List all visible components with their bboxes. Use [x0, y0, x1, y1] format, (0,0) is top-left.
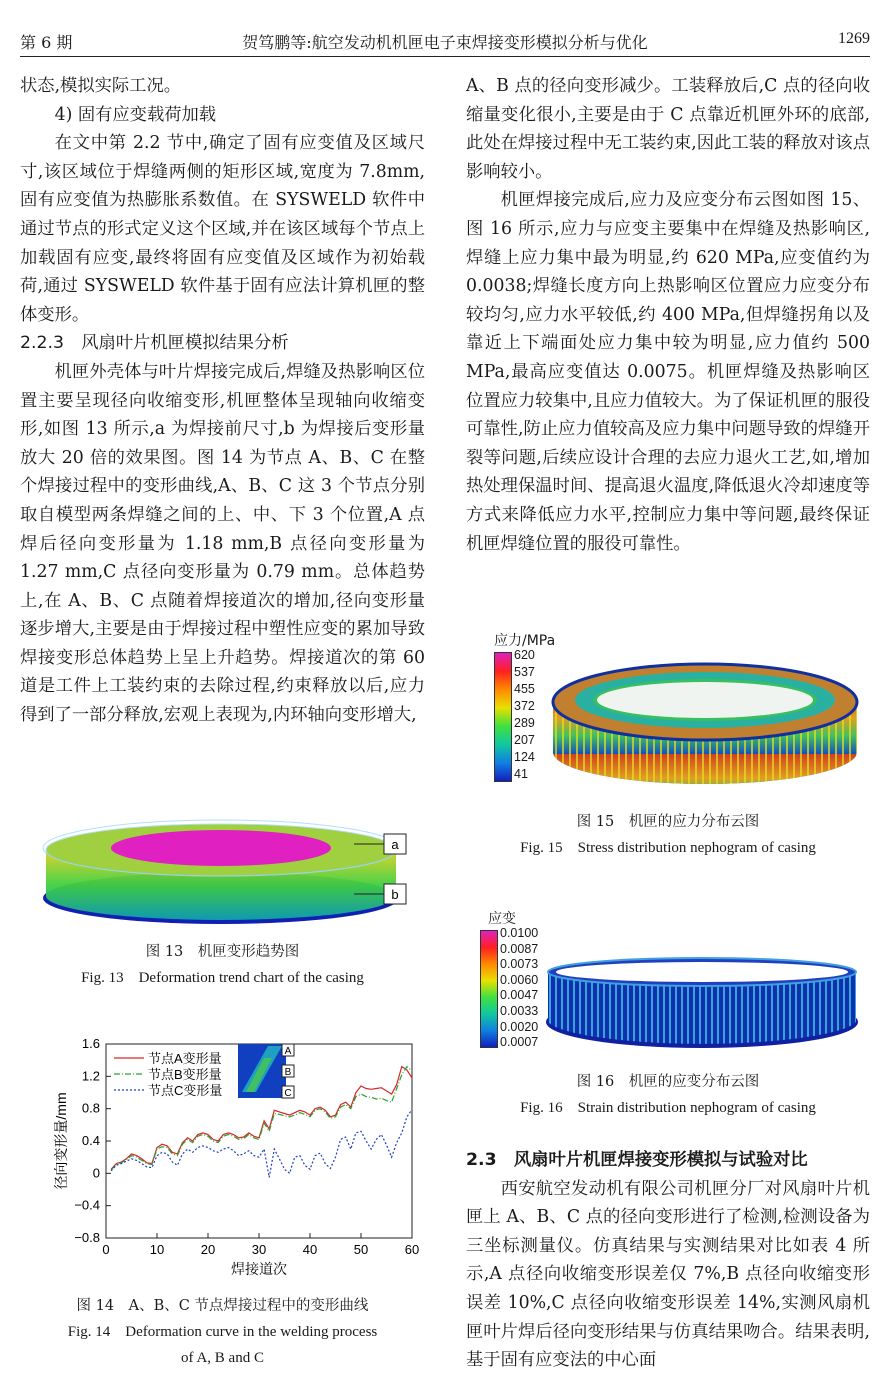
x-tick-label: 60	[404, 1242, 420, 1257]
header-rule	[20, 56, 870, 57]
section-2-3	[466, 1146, 870, 1375]
color-bar-label: 537	[514, 665, 535, 679]
figure-16-caption-en: Fig. 16 Strain distribution nephogram of casing	[520, 1100, 816, 1116]
figure-14-caption-en-line1: Fig. 14 Deformation curve in the welding process	[67, 1324, 378, 1340]
color-bar-label: 0.0007	[500, 1035, 539, 1050]
paragraph: A、B 点的径向变形减少。工装释放后,C 点的径向收缩量变化很小,主要是由于 C 点靠近机匣外环的底部,此处在焊接过程中无工装约束,因此工装的释放对该点影响较小。	[466, 76, 870, 182]
color-bar	[494, 652, 512, 782]
y-tick-label: 0.8	[81, 1100, 100, 1116]
color-bar-label: 0.0020	[500, 1019, 539, 1034]
paragraph: 机匣外壳体与叶片焊接完成后,焊缝及热影响区位置主要呈现径向收缩变形,机匣整体呈现轴向收缩变形,如图 13 所示,a 为焊接前尺寸,b 为焊接后变形量放大 20 倍的效果图。图 14 为节点 A、B、C 在整个焊接过程中的变形曲线,A、B、C 这 3 个节点分别取自模型两条焊缝之间的上、中、下 3 个位置,A 点焊后径向变形量为 1.18 mm,B 点径向变形量为 1.27 mm,C 点径向变形量为 0.79 mm。总体趋势上,在 A、B、C 点随着焊接道次的增加,径向变形量逐步增大,主要是由于焊接过程中塑性应变的累加导致焊接变形总体趋势上呈上升趋势。焊接道次的第 60 道是工件上工装约束的去除过程,约束释放以后,应力得到了一部分释放,宏观上表现为,内环轴向变形增大,	[20, 361, 425, 726]
section-heading: 2.3 风扇叶片机匣焊接变形模拟与试验对比	[466, 1150, 808, 1170]
inset-label-a: A	[284, 1046, 292, 1057]
y-tick-label: −0.4	[74, 1197, 100, 1213]
y-tick-label: 0	[92, 1165, 100, 1181]
color-bar-label: 372	[514, 699, 535, 713]
color-bar-label: 41	[514, 767, 528, 781]
x-tick-label: 0	[102, 1242, 110, 1257]
section-heading: 2.2.3 风扇叶片机匣模拟结果分析	[20, 333, 289, 354]
color-bar-label: 207	[514, 733, 535, 747]
legend-title: 应变	[488, 911, 516, 927]
color-bar-label: 124	[514, 750, 535, 764]
y-tick-label: 0.4	[81, 1133, 100, 1148]
paragraph: 状态,模拟实际工况。	[20, 76, 182, 96]
color-bar-label: 0.0073	[500, 957, 539, 972]
figure-13	[36, 818, 416, 928]
issue-number: 第 6 期	[20, 33, 73, 52]
legend-entry: 节点B变形量	[148, 1067, 222, 1082]
legend-entry: 节点C变形量	[148, 1083, 223, 1098]
label-b: b	[391, 887, 399, 902]
figure-14-caption-cn: 图 14 A、B、C 节点焊接过程中的变形曲线	[76, 1298, 369, 1314]
left-column	[20, 72, 425, 730]
color-bar-label: 0.0087	[500, 941, 539, 956]
subheading: 4) 固有应变载荷加载	[54, 104, 217, 125]
deformation-model	[36, 818, 416, 928]
color-bar-label: 620	[514, 648, 535, 662]
figure-15-caption-en: Fig. 15 Stress distribution nephogram of casing	[520, 840, 816, 856]
color-bar-label: 289	[514, 716, 535, 730]
color-bar-label: 0.0060	[500, 972, 539, 987]
page-header	[20, 30, 870, 58]
stress-nephogram	[540, 634, 870, 794]
running-title: 贺笃鹏等:航空发动机机匣电子束焊接变形模拟分析与优化	[242, 33, 648, 52]
x-tick-label: 30	[251, 1242, 267, 1257]
figure-16-caption-cn: 图 16 机匣的应变分布云图	[576, 1074, 760, 1090]
x-tick-label: 50	[353, 1242, 369, 1257]
deformation-curve-chart	[20, 1036, 425, 1286]
series-line-2	[111, 1110, 412, 1178]
inset-label-b: B	[284, 1067, 292, 1078]
color-bar-label: 0.0033	[500, 1004, 539, 1018]
legend-entry: 节点A变形量	[148, 1051, 222, 1066]
paragraph: 西安航空发动机有限公司机匣分厂对风扇叶片机匣上 A、B、C 点的径向变形进行了检测,检测设备为三坐标测量仪。仿真结果与实测结果对比如表 4 所示,A 点径向收缩变形误差仅 7%,B 点径向收缩变形误差 10%,C 点径向收缩变形误差 14%,实测风扇机匣叶片焊后径向变形结果与仿真结果吻合。结果表明,基于固有应变法的中心面	[466, 1178, 870, 1371]
figure-14-caption-en-line2: of A, B and C	[181, 1350, 264, 1366]
color-bar	[480, 930, 498, 1048]
x-tick-label: 40	[302, 1242, 318, 1257]
figure-13-caption-cn: 图 13 机匣变形趋势图	[145, 944, 300, 960]
x-tick-label: 20	[200, 1242, 216, 1257]
y-tick-label: 1.2	[81, 1068, 100, 1084]
page-number: 1269	[838, 30, 870, 47]
x-axis-label: 焊接道次	[231, 1261, 287, 1277]
x-tick-label: 10	[149, 1242, 165, 1257]
paragraph: 在文中第 2.2 节中,确定了固有应变值及区域尺寸,该区域位于焊缝两侧的矩形区域,宽度为 7.8mm,固有应变值为热膨胀系数值。在 SYSWELD 软件中通过节点的形式定义这个区域,并在该区域每个节点上加载固有应变,最终将固有应变值及区域作为初始载荷,通过 SYSWELD 软件基于固有应法计算机匣的整体变形。	[20, 133, 425, 325]
right-column	[466, 72, 870, 558]
figure-13-caption-en: Fig. 13 Deformation trend chart of the casing	[81, 970, 364, 986]
inset-label-c: C	[284, 1088, 292, 1099]
figure-16	[488, 906, 868, 1056]
figure-15	[488, 628, 868, 798]
paragraph: 机匣焊接完成后,应力及应变分布云图如图 15、图 16 所示,应力与应变主要集中在焊缝及热影响区,焊缝上应力集中最为明显,约 620 MPa,应变值约为 0.0038;焊缝长度方向上热影响区位置应力应变分布较均匀,应力水平较低,约 400 MPa,但焊缝拐角以及靠近上下端面处应力集中较为明显,应力值约 500 MPa,最高应变值达 0.0075。机匣焊缝及热影响区位置应力较集中,且应力值较大。为了保证机匣的服役可靠性,防止应力值较高及应力集中问题导致的焊缝开裂等问题,后续应设计合理的去应力退火工艺,如,增加热处理保温时间、提高退火温度,降低退火冷却速度等方式来降低应力水平,控制应力集中等问题,最终保证机匣焊缝位置的服役可靠性。	[466, 190, 870, 554]
y-tick-label: 1.6	[81, 1036, 100, 1051]
color-bar-label: 0.0047	[500, 988, 539, 1003]
figure-15-caption-cn: 图 15 机匣的应力分布云图	[576, 814, 760, 830]
strain-nephogram	[542, 924, 862, 1054]
color-bar-label: 455	[514, 682, 535, 696]
y-axis-label: 径向变形量/mm	[53, 1092, 69, 1190]
label-a: a	[391, 837, 399, 852]
legend-title: 应力/MPa	[494, 633, 556, 649]
color-bar-label: 0.0100	[500, 926, 539, 940]
y-tick-label: −0.8	[74, 1230, 100, 1245]
